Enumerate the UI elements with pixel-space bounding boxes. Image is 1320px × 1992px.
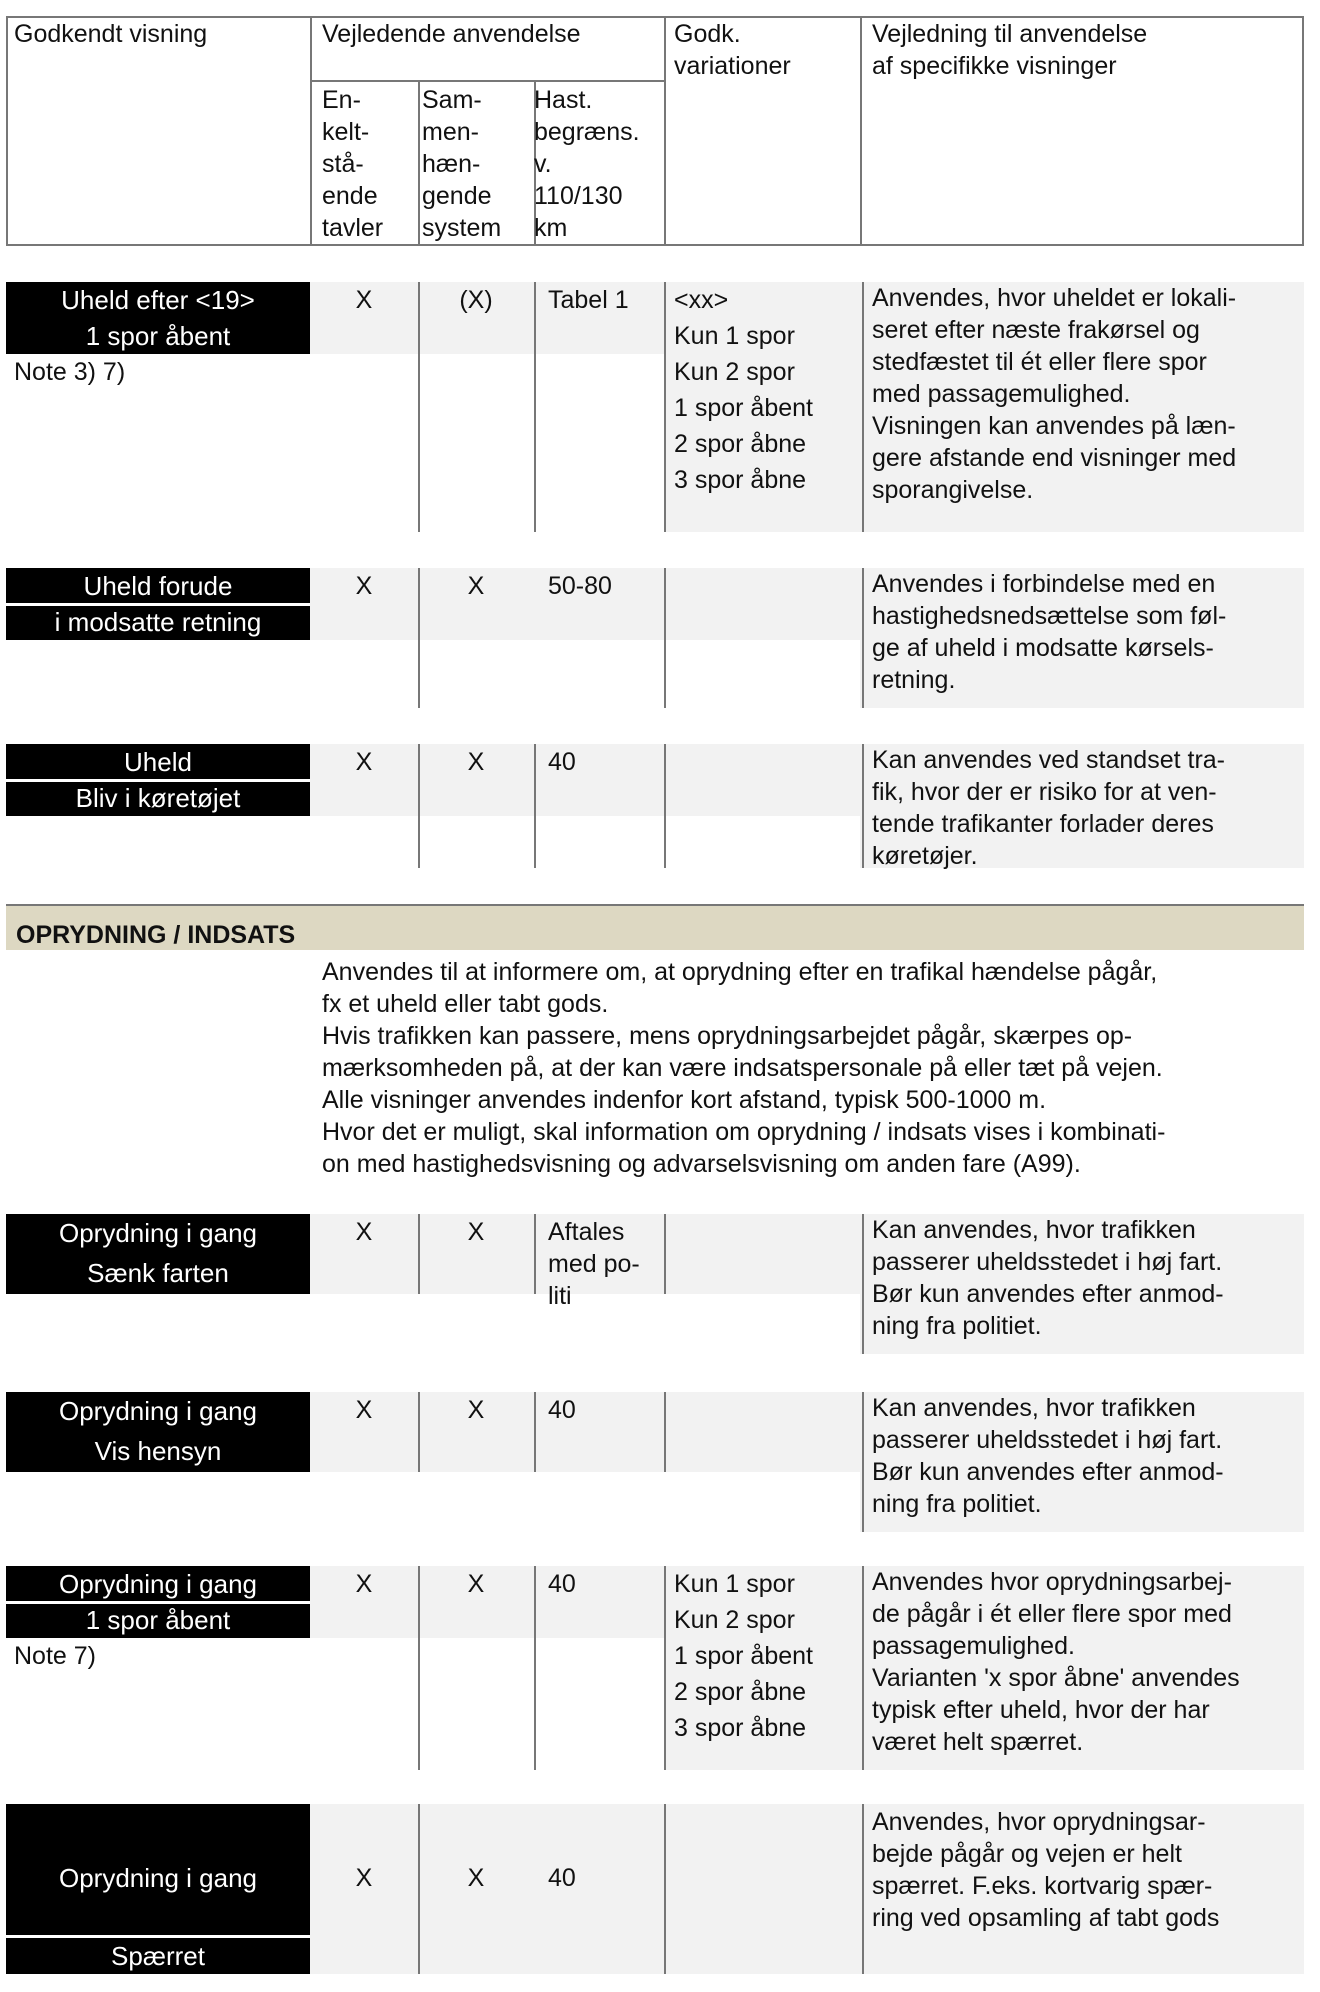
guidance-text: Anvendes hvor oprydningsarbej- de pågår i ét eller flere spor med passagemulighed. Varianten 'x spor åbne' anvendes typisk efter uheld, hvor der har været helt spærret. [872,1568,1240,1756]
header-variations: Godk. variationer [674,20,791,80]
variations-list: Kun 1 spor Kun 2 spor 1 spor åbent 2 spor åbne 3 spor åbne [674,1570,813,1742]
header-right-border [1302,16,1304,246]
sign-line-2: Bliv i køretøjet [75,783,241,813]
cell-divider [664,1392,666,1472]
sign-display [6,568,310,640]
header-divider-4 [664,16,666,246]
system-mark: X [467,1864,485,1892]
header-divider-1 [310,16,312,246]
standalone-mark: X [355,1570,373,1598]
section-description: Anvendes til at informere om, at oprydning efter en trafikal hændelse pågår, fx et uheld eller tabt gods. Hvis trafikken kan passere, mens oprydningsarbejdet pågår, skærpes op- mærksomheden på, at der kan være indsatspersonale på eller tæt på vejen. Alle visninger anvendes indenfor kort afstand, typisk 500-1000 m. Hvor det er muligt, skal information om oprydning / indsats vises i kombinati- on med hastighedsvisning og advarselsvisning om anden fare (A99). [322,958,1166,1178]
sign-display [6,1804,310,1974]
system-mark: X [467,1570,485,1598]
sign-line-2: 1 spor åbent [85,1605,231,1635]
variations-list: <xx> Kun 1 spor Kun 2 spor 1 spor åbent 2 spor åbne 3 spor åbne [674,286,813,494]
sign-display [6,282,310,354]
sign-line-1: Oprydning i gang [58,1396,258,1426]
section-title: OPRYDNING / INDSATS [6,906,1304,950]
cell-divider [862,1214,864,1354]
cell-divider [418,282,420,532]
cell-divider [664,1214,666,1294]
header-left-border [6,16,8,246]
header-sub-border [310,80,664,82]
guidance-text: Anvendes, hvor uheldet er lokali- seret efter næste frakørsel og stedfæstet til ét eller flere spor med passagemulighed. Visningen kan anvendes på læn- gere afstande end visninger med sporangivelse. [872,284,1237,504]
header-divider-2 [418,80,420,246]
sign-line-2: Vis hensyn [94,1436,222,1466]
row-note: Note 3) 7) [14,358,126,386]
speed-value: 40 [548,748,576,776]
header-bottom-border [6,244,1304,246]
sign-line-1: Oprydning i gang [58,1218,258,1248]
speed-value: 50-80 [548,572,612,600]
speed-value: 40 [548,1396,576,1424]
sign-line-2: i modsatte retning [54,607,262,637]
sign-line-1: Uheld [124,747,192,777]
sign-line-1: Uheld efter <19> [61,285,255,315]
cell-divider [664,568,666,708]
cell-divider [862,1392,864,1532]
header-guidance: Vejledning til anvendelse af specifikke visninger [872,20,1148,80]
sign-display [6,1392,310,1472]
row-note: Note 7) [14,1642,96,1670]
sign-line-2: 1 spor åbent [85,321,231,351]
cell-divider [862,568,864,708]
cell-divider [664,744,666,868]
system-mark: (X) [459,286,493,314]
speed-value: 40 [548,1864,576,1892]
cell-divider [534,744,536,868]
cell-divider [664,1566,666,1770]
guidance-text: Anvendes, hvor oprydningsar- bejde pågår og vejen er helt spærret. F.eks. kortvarig spær- ring ved opsamling af tabt gods [872,1808,1220,1932]
sign-line-1: Oprydning i gang [58,1863,258,1893]
sign-display [6,1214,310,1294]
header-standalone: En- kelt- stå- ende tavler [322,86,384,242]
standalone-mark: X [355,1218,373,1246]
speed-value: Aftales med po- liti [548,1218,640,1310]
cell-divider [534,1392,536,1472]
system-mark: X [467,1218,485,1246]
speed-value: Tabel 1 [548,286,629,314]
standalone-mark: X [355,748,373,776]
sign-display [6,744,310,816]
cell-divider [664,1804,666,1974]
guidance-text: Kan anvendes ved standset tra- fik, hvor der er risiko for at ven- tende trafikanter forlader deres køretøjer. [872,746,1226,870]
header-recommended-use: Vejledende anvendelse [322,20,581,48]
system-mark: X [467,572,485,600]
system-mark: X [467,748,485,776]
cell-divider [534,282,536,532]
header-divider-5 [860,16,862,246]
cell-divider [862,1804,864,1974]
header-speed-limit: Hast. begræns. v. 110/130 km [534,86,640,242]
standalone-mark: X [355,1864,373,1892]
guidance-text: Kan anvendes, hvor trafikken passerer uheldsstedet i høj fart. Bør kun anvendes efter anmod- ning fra politiet. [872,1394,1224,1518]
cell-divider [664,282,666,532]
standalone-mark: X [355,286,373,314]
sign-line-1: Oprydning i gang [58,1569,258,1599]
header-approved-display: Godkendt visning [14,20,208,48]
speed-value: 40 [548,1570,576,1598]
cell-divider [862,744,864,868]
guidance-text: Kan anvendes, hvor trafikken passerer uheldsstedet i høj fart. Bør kun anvendes efter anmod- ning fra politiet. [872,1216,1224,1340]
standalone-mark: X [355,1396,373,1424]
cell-divider [862,1566,864,1770]
cell-divider [534,1566,536,1770]
sign-line-2: Spærret [111,1941,205,1971]
header-connected-system: Sam- men- hæn- gende system [422,86,502,242]
guidance-text: Anvendes i forbindelse med en hastighedsnedsættelse som føl- ge af uheld i modsatte kørsels- retning. [872,570,1227,694]
system-mark: X [467,1396,485,1424]
cell-divider [862,282,864,532]
cell-divider [534,1214,536,1294]
sign-display [6,1566,310,1638]
sign-line-2: Sænk farten [87,1258,229,1288]
sign-line-1: Uheld forude [83,571,233,601]
standalone-mark: X [355,572,373,600]
